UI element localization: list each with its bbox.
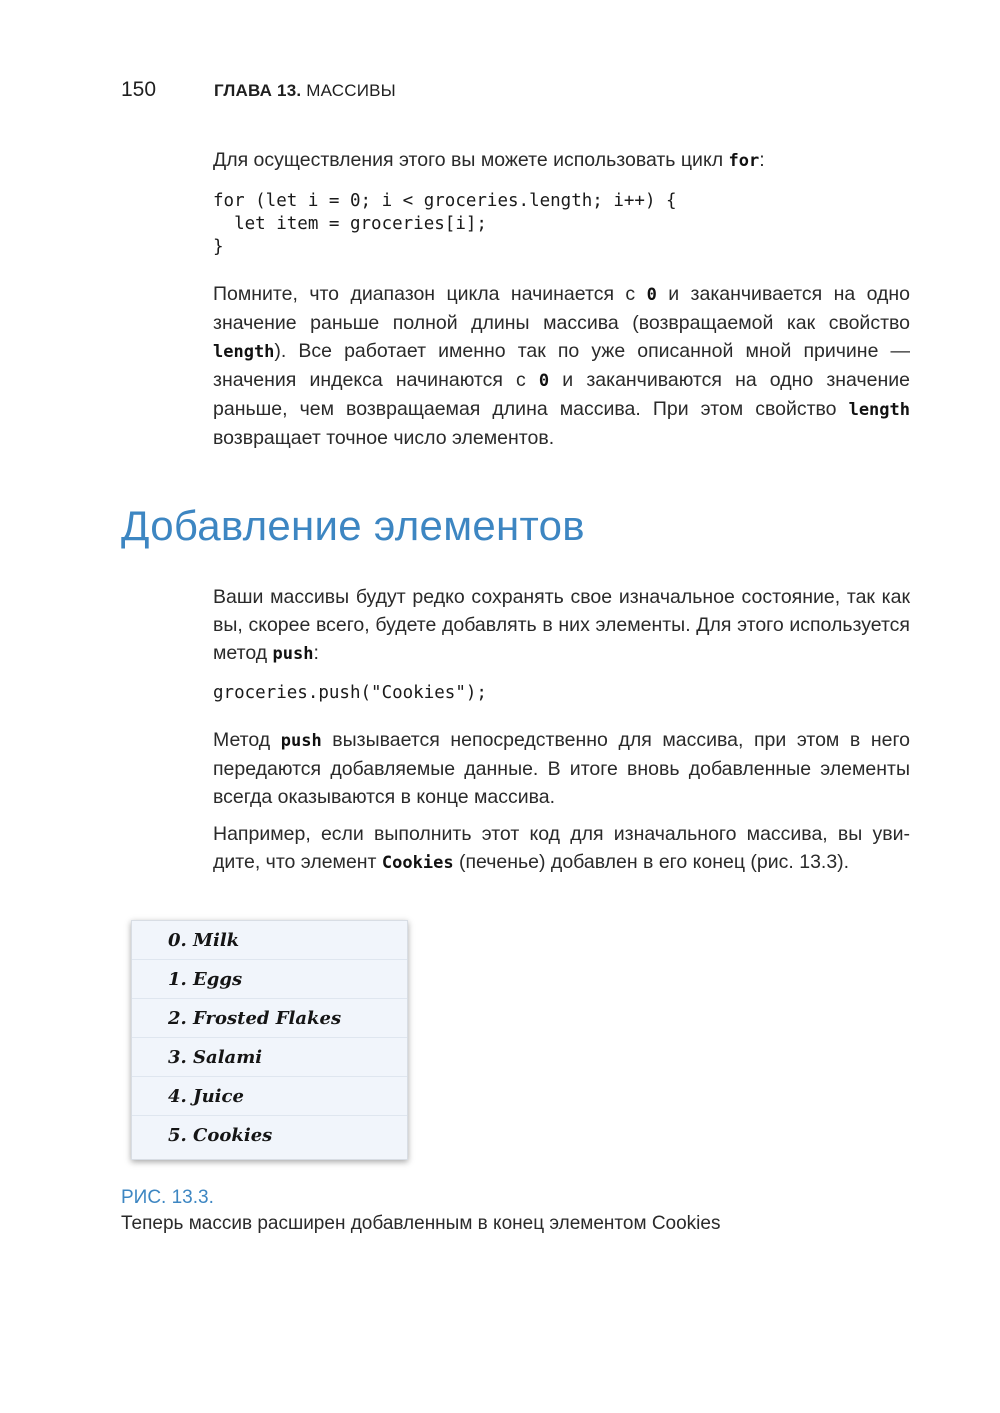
text-run: : xyxy=(313,642,319,664)
paragraph-example xyxy=(213,820,910,877)
paragraph-range xyxy=(213,280,910,452)
paragraph-intro xyxy=(213,146,910,175)
inline-code-length: length xyxy=(213,342,275,362)
chapter-label: ГЛАВА 13. xyxy=(214,81,302,100)
inline-code-for: for xyxy=(728,151,760,171)
list-item: 4. Juice xyxy=(132,1077,407,1116)
text-run: ). Все работает именно так по уже описанной мной причине — значения индекса начинаются с xyxy=(213,340,910,391)
paragraph-intro-text: Для осуществления этого вы можете использовать цикл xyxy=(213,149,729,171)
page-number: 150 xyxy=(121,78,157,101)
text-run: вызывается непосредственно для массива, при этом в него передаются добавляемые данные. В итоге вновь добавленные элементы всегда оказываются в конце массива. xyxy=(213,729,910,808)
running-head xyxy=(214,81,396,101)
figure-caption-text: Теперь массив расширен добавленным в конец элементом Cookies xyxy=(121,1213,721,1234)
chapter-title: МАССИВЫ xyxy=(306,81,396,100)
code-line: for (let i = 0; i < groceries.length; i++) { xyxy=(213,191,677,211)
list-item: 2. Frosted Flakes xyxy=(132,999,407,1038)
text-run: Ваши массивы будут редко сохранять свое изначальное состояние, так как вы, скорее всего, будете добавлять в них элементы. Для этого используется метод xyxy=(213,586,910,664)
paragraph-adding xyxy=(213,583,910,668)
inline-code-push: push xyxy=(272,644,314,664)
text-run: Например, если выполнить этот код для изначального массива, вы уви-дите, что элемент xyxy=(213,823,910,873)
list-item: 0. Milk xyxy=(132,921,407,960)
inline-code-push: push xyxy=(280,731,322,751)
code-block-loop xyxy=(213,190,677,259)
inline-code-cookies: Cookies xyxy=(381,853,454,873)
text-run: Помните, что диапазон цикла начинается с xyxy=(213,283,647,305)
text-run: и заканчиваются на одно значение раньше, чем возвращаемая длина массива. При этом свойство xyxy=(213,369,910,420)
text-run: возвращает точное число элементов. xyxy=(213,427,555,449)
figure-caption-label: РИС. 13.3. xyxy=(121,1187,214,1208)
code-line: groceries.push("Cookies"); xyxy=(213,683,487,703)
inline-code-length: length xyxy=(848,400,910,420)
list-item: 5. Cookies xyxy=(168,1125,273,1146)
text-run: и заканчивается на одно значение раньше полной длины массива (возвращаемой как свойство xyxy=(213,283,910,334)
code-line: } xyxy=(213,237,224,257)
code-block-push xyxy=(213,682,487,705)
text-run: Метод xyxy=(213,729,281,751)
text-run: (печенье) добавлен в его конец (рис. 13.3). xyxy=(453,851,850,873)
paragraph-intro-end: : xyxy=(759,149,765,171)
list-item: 3. Salami xyxy=(132,1038,407,1077)
inline-code-zero: 0 xyxy=(538,371,550,391)
section-heading: Добавление элементов xyxy=(121,502,585,549)
paragraph-push-method xyxy=(213,726,910,811)
code-line: let item = groceries[i]; xyxy=(213,214,487,234)
list-item: 1. Eggs xyxy=(132,960,407,999)
inline-code-zero: 0 xyxy=(646,285,657,305)
figure-grocery-list xyxy=(131,920,408,1160)
